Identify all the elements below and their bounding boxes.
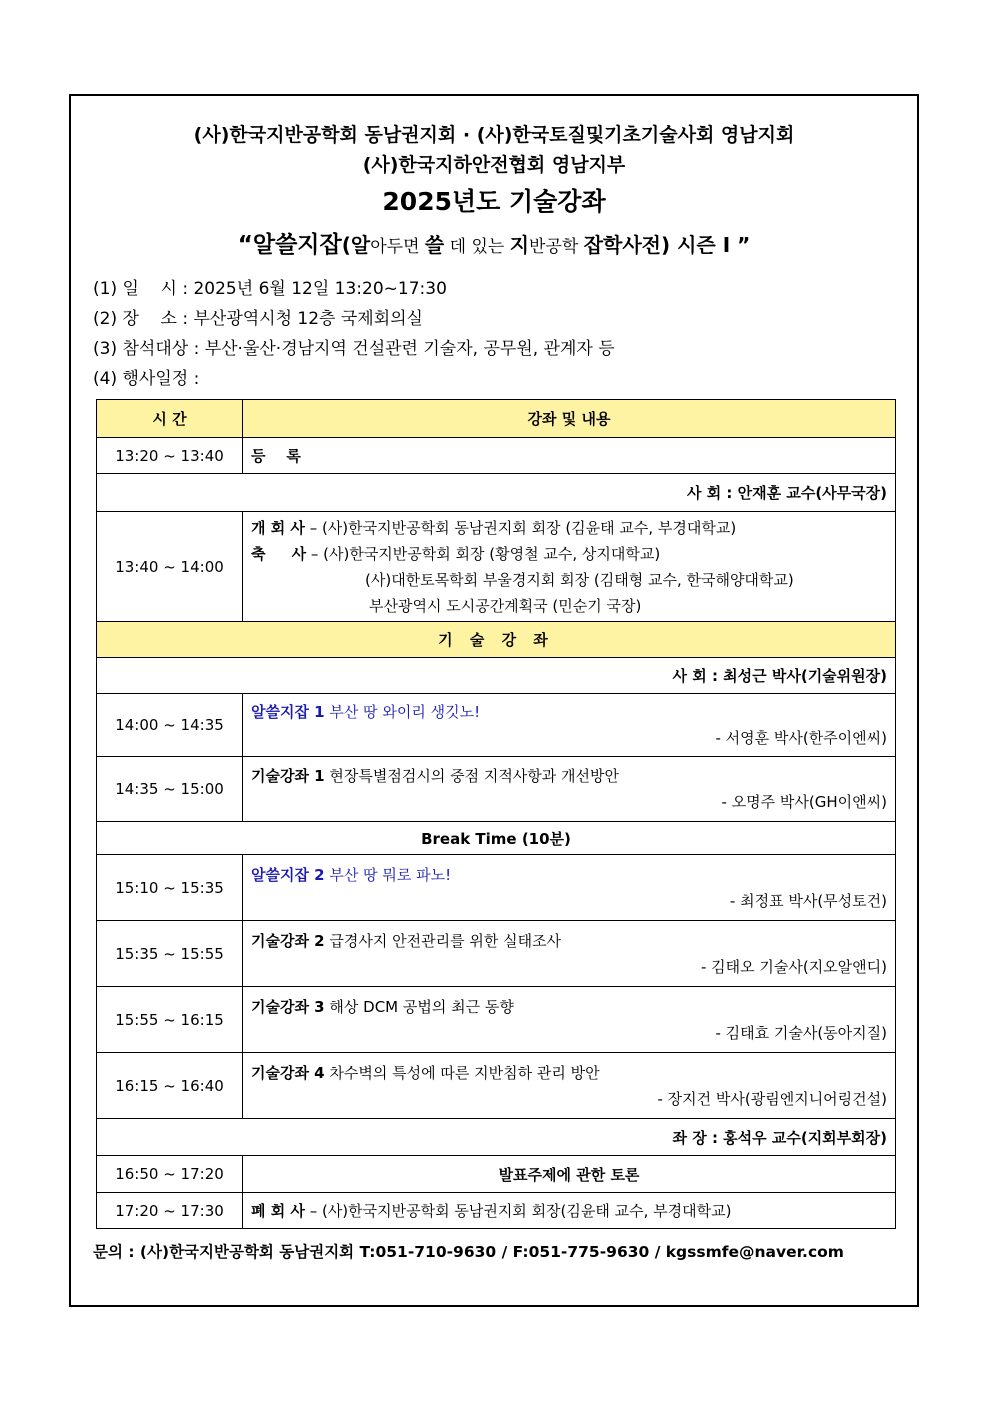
lecture-title: 부산 땅 뭐로 파노! [324, 865, 452, 884]
row-time: 16:15 ~ 16:40 [97, 1053, 243, 1119]
congrats-text: – (사)한국지반공학회 회장 (황영철 교수, 상지대학교) [306, 544, 661, 563]
row-time: 13:20 ~ 13:40 [97, 438, 243, 474]
chair-label: 좌 장 : 홍석우 교수(지회부회장) [97, 1119, 896, 1156]
congrats-text-3: 부산광역시 도시공간계획국 (민순기 국장) [369, 596, 642, 615]
table-row [97, 987, 896, 1053]
lecture-title: 부산 땅 와이리 생깃노! [324, 703, 481, 721]
header-time: 시 간 [97, 400, 243, 438]
break-label: Break Time (10분) [97, 822, 896, 855]
subtitle-w4: 학사전) 시즌 Ⅰ ” [603, 233, 751, 257]
subtitle-acronym: 알쓸지잡 [252, 232, 342, 258]
lecture-label: 기술강좌 1 [251, 767, 325, 785]
lecture-label: 기술강좌 3 [251, 997, 325, 1016]
info-place: (2) 장 소 : 부산광역시청 12층 국제회의실 [93, 309, 423, 329]
subtitle-k3: 지 [509, 233, 530, 257]
table-row [97, 438, 896, 474]
subtitle-k2: 쓸 [424, 233, 445, 257]
subtitle-w1: 아두면 [370, 237, 425, 257]
info-date: (1) 일 시 : 2025년 6월 12일 13:20~17:30 [93, 279, 447, 299]
lecture-label: 알쓸지잡 1 [251, 703, 325, 721]
subtitle-w2: 데 있는 [444, 237, 510, 257]
row-time: 15:10 ~ 15:35 [97, 855, 243, 921]
chair-row [97, 1119, 896, 1156]
mc-label: 사 회 : 안재훈 교수(사무국장) [97, 474, 896, 512]
subtitle-w3: 반공학 [529, 237, 584, 257]
section-row [97, 622, 896, 658]
info-target: (3) 참석대상 : 부산·울산·경남지역 건설관련 기술자, 공무원, 관계자 등 [93, 339, 615, 359]
event-title: 2025년도 기술강좌 [382, 187, 606, 216]
row-content [243, 855, 896, 921]
lecture-speaker: - 김태오 기술사(지오알앤디) [700, 957, 887, 976]
table-row [97, 855, 896, 921]
row-content: 등 록 [243, 438, 896, 474]
row-time: 15:35 ~ 15:55 [97, 921, 243, 987]
row-time: 17:20 ~ 17:30 [97, 1193, 243, 1229]
lecture-title: 해상 DCM 공법의 최근 동향 [324, 997, 514, 1016]
table-row [97, 512, 896, 622]
row-time: 16:50 ~ 17:20 [97, 1156, 243, 1193]
row-content [243, 987, 896, 1053]
row-time: 13:40 ~ 14:00 [97, 512, 243, 622]
row-content [243, 1193, 896, 1229]
lecture-speaker: - 장지건 박사(광림엔지니어링건설) [657, 1089, 887, 1108]
header-content: 강좌 및 내용 [243, 400, 896, 438]
event-subtitle [71, 226, 917, 259]
break-row [97, 822, 896, 855]
schedule-table [96, 399, 896, 1229]
row-content [243, 1053, 896, 1119]
lecture-speaker: - 서영훈 박사(한주이엔씨) [715, 729, 887, 747]
info-schedule: (4) 행사일정 : [93, 369, 200, 389]
row-content [243, 694, 896, 757]
lecture-speaker: - 김태효 기술사(동아지질) [715, 1023, 887, 1042]
document-frame [69, 94, 919, 1307]
table-row [97, 1053, 896, 1119]
lecture-speaker: - 최정표 박사(무성토건) [729, 891, 887, 910]
lecture-label: 기술강좌 2 [251, 931, 325, 950]
lecture-label: 알쓸지잡 2 [251, 865, 325, 884]
lecture-title: 급경사지 안전관리를 위한 실태조사 [324, 931, 562, 950]
table-row [97, 757, 896, 822]
subtitle-quote: “ [237, 232, 253, 258]
org-title-line2: (사)한국지하안전협회 영남지부 [362, 154, 626, 176]
discussion-label: 발표주제에 관한 토론 [243, 1156, 896, 1193]
lecture-speaker: - 오명주 박사(GH이앤씨) [721, 793, 887, 811]
subtitle-paren: ( [341, 233, 351, 257]
lecture-label: 기술강좌 4 [251, 1063, 325, 1082]
table-row [97, 1156, 896, 1193]
table-row [97, 1193, 896, 1229]
mc-row [97, 474, 896, 512]
row-content [243, 757, 896, 822]
open-label: 개 회 사 [251, 518, 305, 537]
mc-label: 사 회 : 최성근 박사(기술위원장) [97, 658, 896, 694]
closing-text: – (사)한국지반공학회 동남권지회 회장(김윤태 교수, 부경대학교) [304, 1202, 732, 1220]
contact-footer: 문의 : (사)한국지반공학회 동남권지회 T:051-710-9630 / F:051-775-9630 / kgssmfe@naver.com [93, 1243, 844, 1261]
mc-row [97, 658, 896, 694]
table-header-row [97, 400, 896, 438]
open-text: – (사)한국지반공학회 동남권지회 회장 (김윤태 교수, 부경대학교) [304, 518, 737, 537]
lecture-title: 현장특별점검시의 중점 지적사항과 개선방안 [324, 767, 620, 785]
congrats-label: 축 사 [251, 544, 307, 563]
table-row [97, 921, 896, 987]
row-time: 15:55 ~ 16:15 [97, 987, 243, 1053]
lecture-title: 차수벽의 특성에 따른 지반침하 관리 방안 [324, 1063, 600, 1082]
closing-label: 폐 회 사 [251, 1202, 305, 1220]
row-time: 14:00 ~ 14:35 [97, 694, 243, 757]
section-label: 기 술 강 좌 [97, 622, 896, 658]
row-time: 14:35 ~ 15:00 [97, 757, 243, 822]
congrats-text-2: (사)대한토목학회 부울경지회 회장 (김태형 교수, 한국해양대학교) [365, 570, 794, 589]
subtitle-k1: 알 [350, 233, 371, 257]
org-title-line1: (사)한국지반공학회 동남권지회 · (사)한국토질및기초기술사회 영남지회 [193, 124, 795, 146]
subtitle-k4: 잡 [583, 233, 604, 257]
row-content [243, 921, 896, 987]
table-row [97, 694, 896, 757]
row-content [243, 512, 896, 622]
